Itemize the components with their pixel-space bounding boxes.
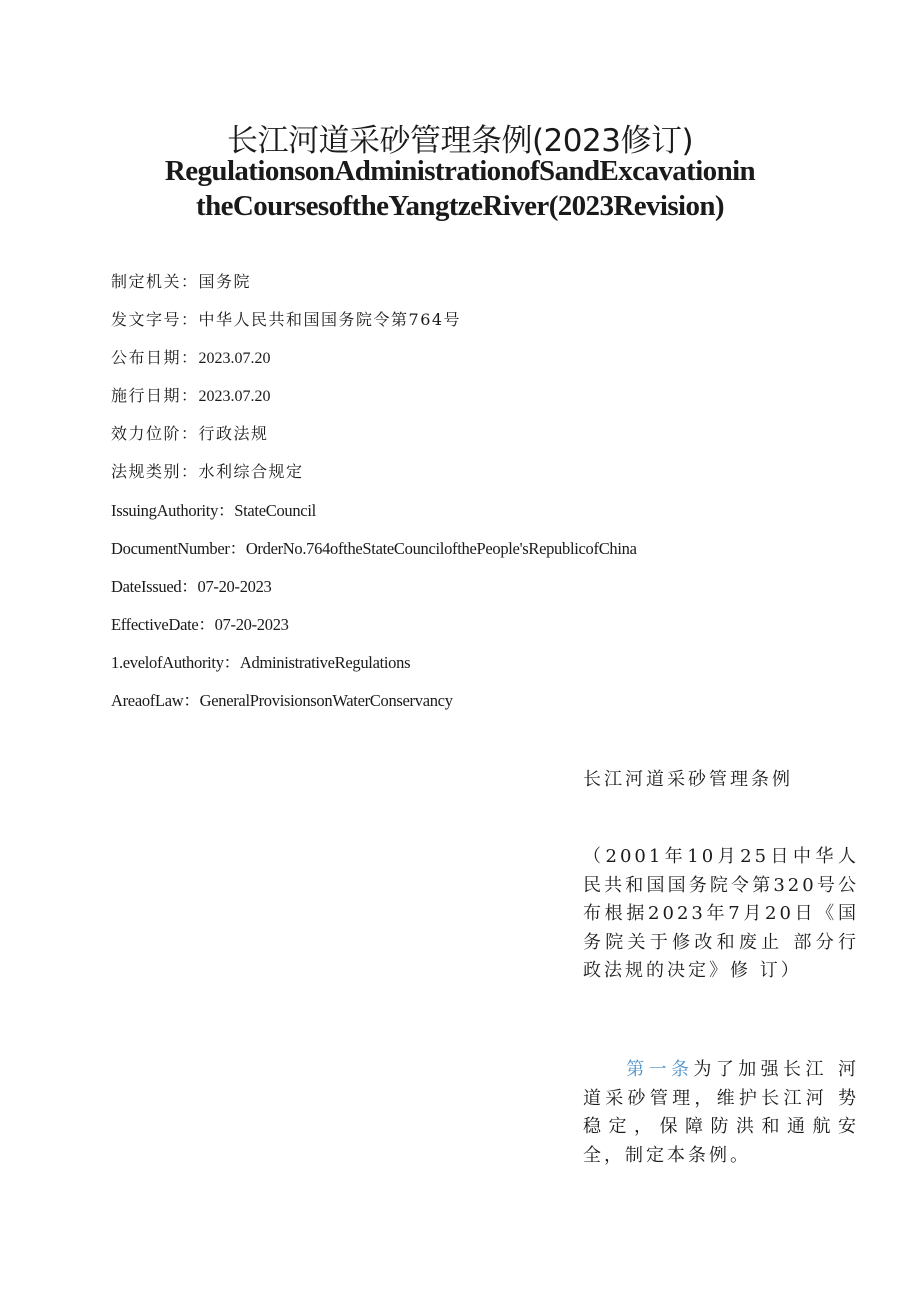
meta-level-of-authority-cn: [111, 421, 269, 444]
meta-date-issued-cn: [111, 345, 271, 368]
meta-value: StateCouncil: [234, 501, 316, 520]
meta-value: 07-20-2023: [214, 615, 289, 634]
meta-label: 法规类别：: [111, 462, 199, 481]
meta-label: 1.evelofAuthority：: [111, 653, 240, 672]
document-title-english-line-1: RegulationsonAdministrationofSandExcavationin: [164, 155, 756, 187]
meta-value: 中华人民共和国国务院令第764号: [198, 310, 462, 329]
meta-document-number-en: [111, 535, 637, 559]
meta-label: EffectiveDate：: [111, 615, 215, 634]
meta-value: OrderNo.764oftheStateCouncilofthePeople'sRepublicofChina: [245, 539, 637, 558]
meta-value: 2023.07.20: [198, 350, 271, 367]
meta-value: 水利综合规定: [198, 462, 304, 481]
meta-label: 效力位阶：: [111, 424, 199, 443]
meta-effective-date-en: [111, 611, 289, 635]
meta-area-of-law-en: [111, 687, 453, 711]
meta-label: IssuingAuthority：: [111, 501, 235, 520]
meta-effective-date-cn: [111, 383, 271, 406]
article-1: [583, 1056, 859, 1170]
meta-issuing-authority-en: [111, 497, 316, 521]
meta-value: 国务院: [198, 272, 252, 291]
meta-date-issued-en: [111, 573, 272, 597]
meta-label: DateIssued：: [111, 577, 198, 596]
law-heading: 长江河道采砂管理条例: [583, 769, 793, 790]
meta-value: 2023.07.20: [198, 388, 271, 405]
article-number[interactable]: 第一条: [626, 1059, 694, 1080]
promulgation-note: （2001年10月25日中华人民共和国国务院令第320号公布根据2023年7月20日《国务院关于修改和废止 部分行政法规的决定》修 订）: [583, 846, 859, 981]
article-text: 为了加强长江 河道采砂管理，维护长江河 势稳定，保障防洪和通航安 全，制定本条例。: [583, 1059, 859, 1166]
meta-area-of-law-cn: [111, 459, 304, 482]
meta-label: 制定机关：: [111, 272, 199, 291]
meta-value: AdministrativeRegulations: [239, 653, 411, 672]
meta-value: GeneralProvisionsonWaterConservancy: [199, 691, 453, 710]
meta-label: AreaofLaw：: [111, 691, 200, 710]
meta-label: 发文字号：: [111, 310, 199, 329]
meta-label: DocumentNumber：: [111, 539, 246, 558]
meta-issuing-authority-cn: [111, 269, 251, 292]
document-title-english-line-2: theCoursesoftheYangtzeRiver(2023Revision): [196, 190, 724, 222]
meta-label: 施行日期：: [111, 386, 199, 405]
meta-value: 07-20-2023: [197, 577, 272, 596]
meta-value: 行政法规: [198, 424, 269, 443]
meta-label: 公布日期：: [111, 348, 199, 367]
meta-document-number-cn: [111, 307, 461, 330]
meta-level-of-authority-en: [111, 649, 410, 673]
document-title-chinese: 长江河道采砂管理条例(2023修订): [226, 123, 694, 159]
